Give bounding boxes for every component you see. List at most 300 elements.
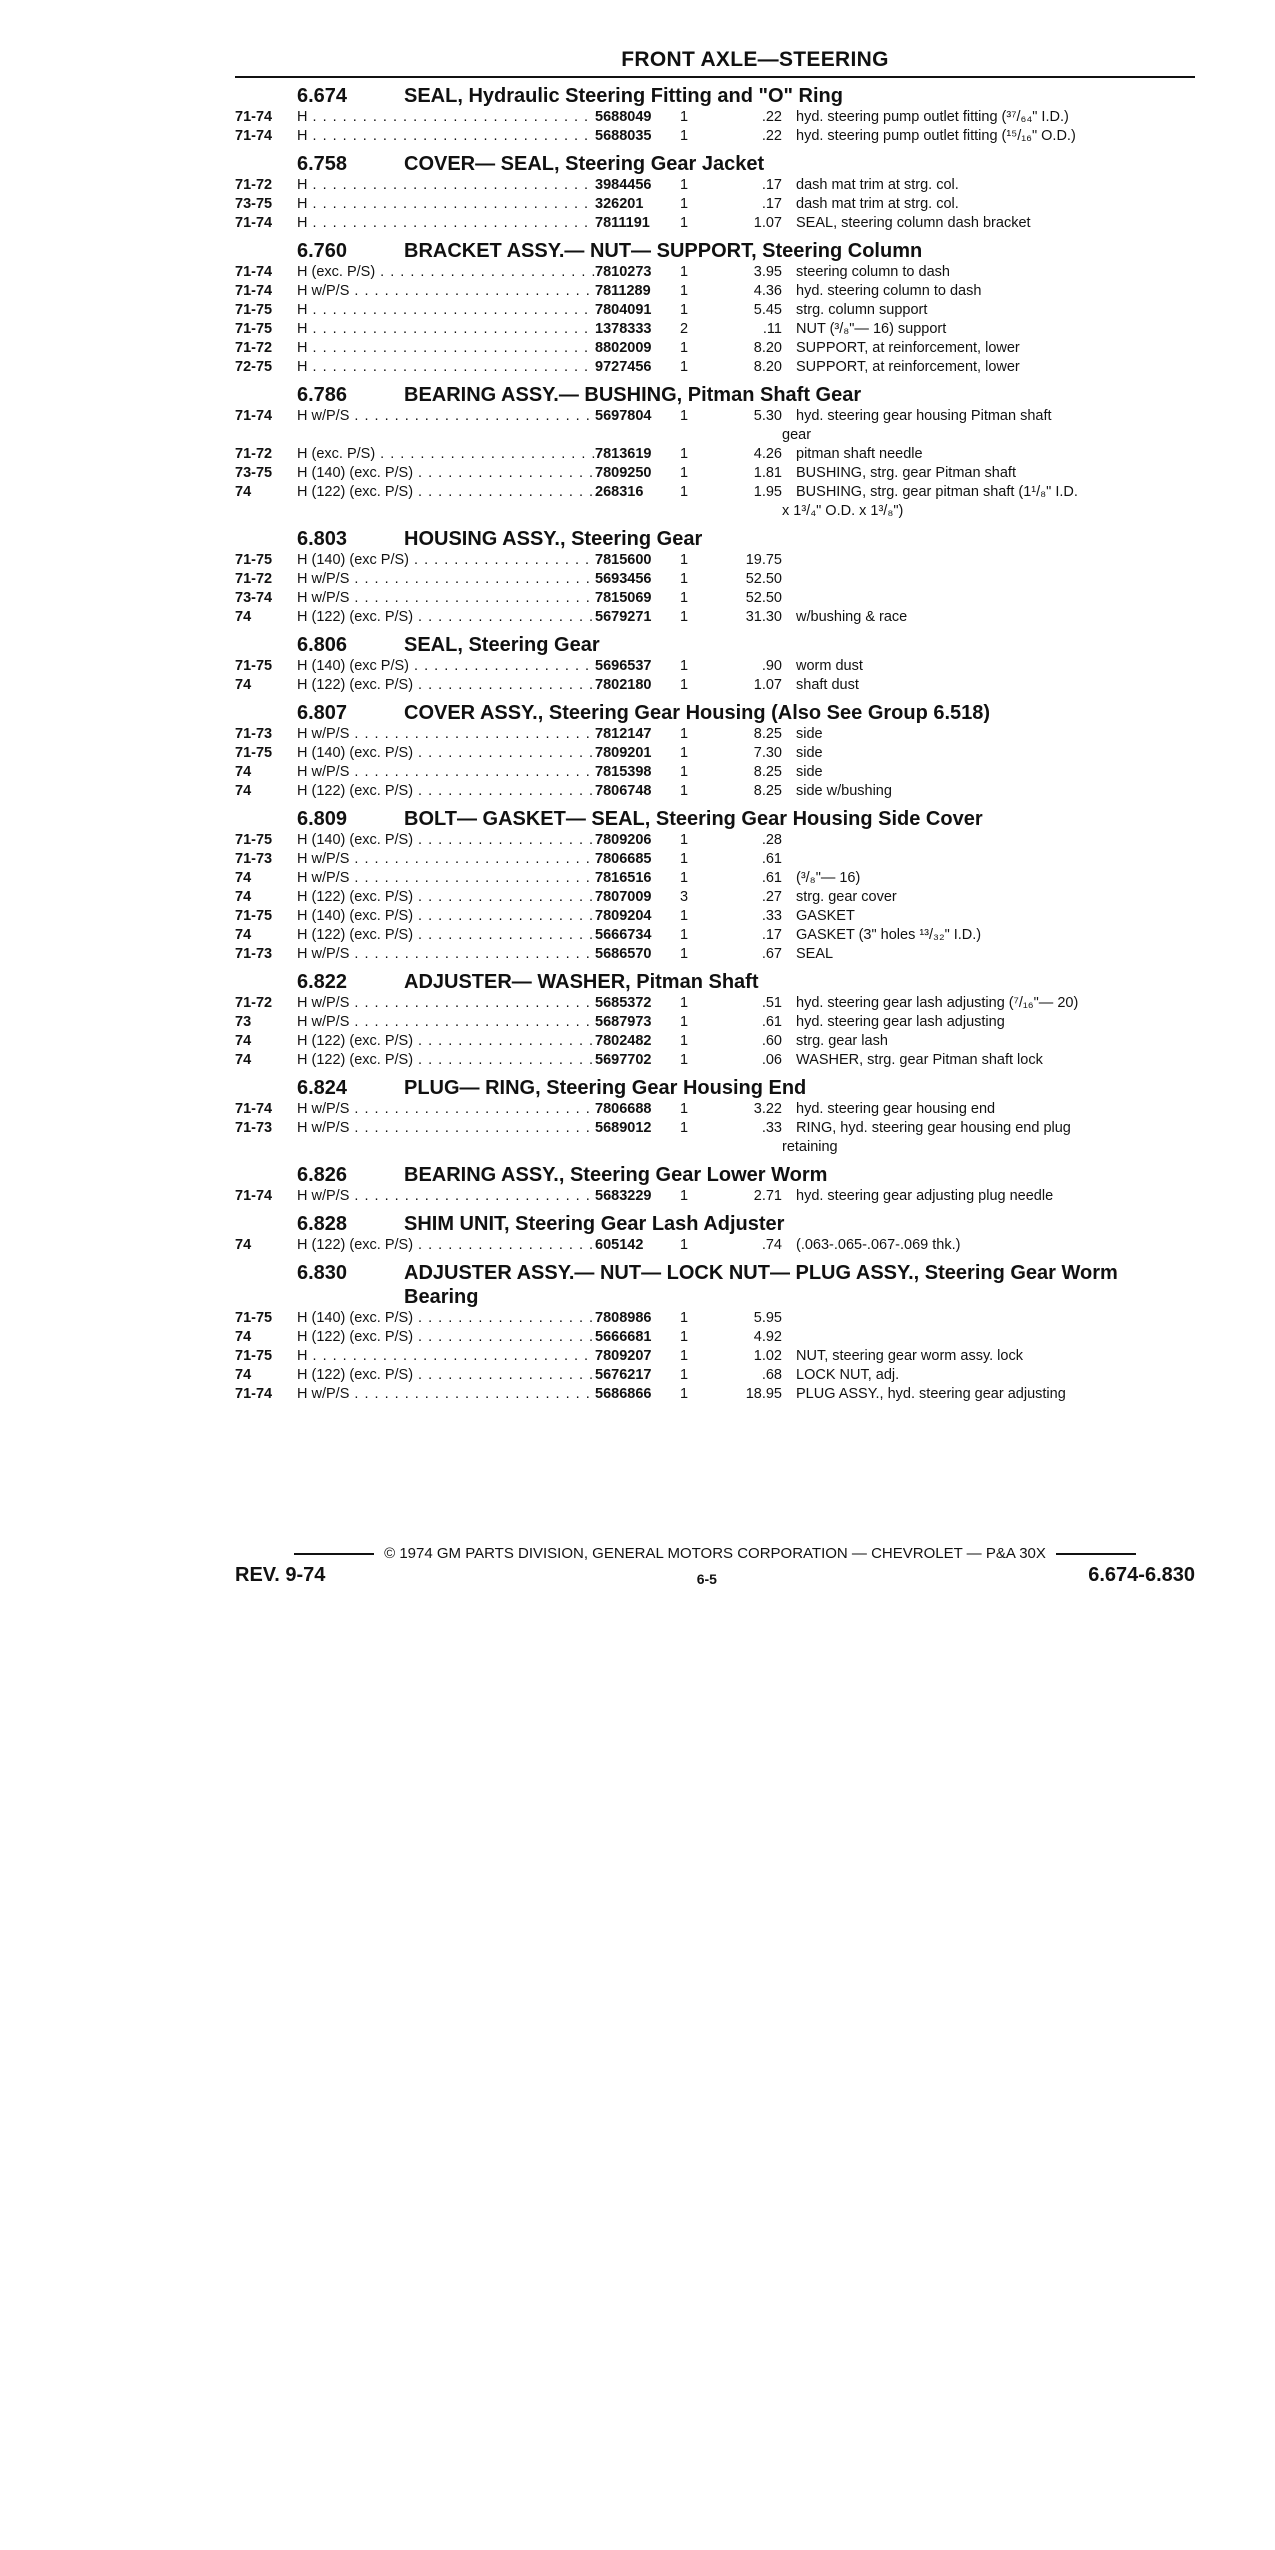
application: H . . . bbox=[297, 176, 595, 195]
description: (³/₈"— 16) bbox=[796, 870, 861, 886]
parts-group bbox=[235, 807, 1195, 964]
group-number: 6.760 bbox=[297, 240, 348, 262]
group-name: BOLT— GASKET— SEAL, Steering Gear Housing Side Cover bbox=[404, 808, 983, 830]
quantity: 1 bbox=[680, 484, 689, 500]
part-number: 7809204 bbox=[595, 908, 652, 924]
quantity: 1 bbox=[680, 1348, 689, 1364]
part-number: 5685372 bbox=[595, 995, 652, 1011]
group-name: COVER— SEAL, Steering Gear Jacket bbox=[404, 153, 765, 175]
group-name: PLUG— RING, Steering Gear Housing End bbox=[404, 1077, 807, 1099]
part-row bbox=[235, 445, 1195, 464]
quantity: 1 bbox=[680, 1014, 689, 1030]
group-name: BRACKET ASSY.— NUT— SUPPORT, Steering Column bbox=[404, 240, 923, 262]
quantity: 1 bbox=[680, 590, 689, 606]
part-row bbox=[235, 282, 1195, 301]
group-title bbox=[235, 1163, 1195, 1187]
group-number: 6.828 bbox=[297, 1213, 348, 1235]
price: .61 bbox=[761, 870, 782, 886]
parts-group bbox=[235, 970, 1195, 1070]
model-years: 71-73 bbox=[235, 726, 273, 742]
model-years: 73-74 bbox=[235, 590, 273, 606]
part-row bbox=[235, 195, 1195, 214]
price: 1.07 bbox=[753, 677, 782, 693]
application: H (140) (exc. P/S) . . . bbox=[297, 464, 595, 483]
application: H . . . bbox=[297, 1347, 595, 1366]
quantity: 1 bbox=[680, 552, 689, 568]
model-years: 72-75 bbox=[235, 359, 273, 375]
parts-group bbox=[235, 1261, 1195, 1404]
part-number: 5693456 bbox=[595, 571, 652, 587]
quantity: 1 bbox=[680, 359, 689, 375]
model-years: 74 bbox=[235, 484, 252, 500]
part-row bbox=[235, 176, 1195, 195]
price: 5.95 bbox=[753, 1310, 782, 1326]
quantity: 1 bbox=[680, 658, 689, 674]
model-years: 74 bbox=[235, 1329, 252, 1345]
part-row bbox=[235, 888, 1195, 907]
part-number: 7804091 bbox=[595, 302, 652, 318]
part-number: 5688049 bbox=[595, 109, 652, 125]
model-years: 71-74 bbox=[235, 1386, 273, 1402]
revision-label: REV. 9-74 bbox=[235, 1564, 326, 1586]
description bbox=[796, 570, 1195, 589]
application: H (140) (exc. P/S) . . . bbox=[297, 1309, 595, 1328]
application: H w/P/S . . . bbox=[297, 570, 595, 589]
group-title bbox=[235, 1261, 1195, 1309]
part-number: 7808986 bbox=[595, 1310, 652, 1326]
application: H w/P/S . . . bbox=[297, 1100, 595, 1119]
application: H w/P/S . . . bbox=[297, 1119, 595, 1138]
quantity: 1 bbox=[680, 1237, 689, 1253]
application: H (122) (exc. P/S) . . . bbox=[297, 782, 595, 801]
part-number: 268316 bbox=[595, 484, 644, 500]
part-number: 5697804 bbox=[595, 408, 652, 424]
price: 4.26 bbox=[753, 446, 782, 462]
parts-group bbox=[235, 1163, 1195, 1206]
model-years: 71-72 bbox=[235, 177, 273, 193]
application: H w/P/S . . . bbox=[297, 1187, 595, 1206]
price: 1.07 bbox=[753, 215, 782, 231]
description bbox=[796, 589, 1195, 608]
quantity: 1 bbox=[680, 177, 689, 193]
model-years: 71-73 bbox=[235, 946, 273, 962]
part-number: 5696537 bbox=[595, 658, 652, 674]
part-row bbox=[235, 869, 1195, 888]
part-row bbox=[235, 725, 1195, 744]
description: dash mat trim at strg. col. bbox=[796, 196, 959, 212]
price: 8.25 bbox=[753, 783, 782, 799]
part-row bbox=[235, 358, 1195, 377]
part-row bbox=[235, 926, 1195, 945]
model-years: 71-74 bbox=[235, 264, 273, 280]
application: H . . . bbox=[297, 301, 595, 320]
application: H (122) (exc. P/S) . . . bbox=[297, 1032, 595, 1051]
part-number: 7806748 bbox=[595, 783, 652, 799]
model-years: 74 bbox=[235, 609, 252, 625]
quantity: 1 bbox=[680, 1120, 689, 1136]
price: .17 bbox=[761, 196, 782, 212]
part-row bbox=[235, 657, 1195, 676]
part-row bbox=[235, 907, 1195, 926]
description-continued: gear bbox=[782, 427, 812, 443]
part-number: 5686570 bbox=[595, 946, 652, 962]
part-row bbox=[235, 744, 1195, 763]
quantity: 1 bbox=[680, 783, 689, 799]
price: .67 bbox=[761, 946, 782, 962]
part-number: 5688035 bbox=[595, 128, 652, 144]
part-number: 1378333 bbox=[595, 321, 652, 337]
model-years: 71-75 bbox=[235, 1348, 273, 1364]
part-number: 7802180 bbox=[595, 677, 652, 693]
model-years: 71-75 bbox=[235, 321, 273, 337]
model-years: 71-72 bbox=[235, 446, 273, 462]
description: strg. gear cover bbox=[796, 889, 897, 905]
application: H (122) (exc. P/S) . . . bbox=[297, 483, 595, 502]
model-years: 71-74 bbox=[235, 128, 273, 144]
group-title bbox=[235, 527, 1195, 551]
group-title bbox=[235, 701, 1195, 725]
quantity: 1 bbox=[680, 302, 689, 318]
description: GASKET (3" holes ¹³/₃₂" I.D.) bbox=[796, 927, 982, 943]
header-rule bbox=[235, 76, 1195, 78]
price: 4.92 bbox=[753, 1329, 782, 1345]
quantity: 1 bbox=[680, 764, 689, 780]
part-row bbox=[235, 850, 1195, 869]
parts-group bbox=[235, 527, 1195, 627]
part-row bbox=[235, 407, 1195, 426]
part-number: 5689012 bbox=[595, 1120, 652, 1136]
part-number: 7802482 bbox=[595, 1033, 652, 1049]
application: H (exc. P/S) . . . bbox=[297, 445, 595, 464]
application: H w/P/S . . . bbox=[297, 282, 595, 301]
model-years: 74 bbox=[235, 1237, 252, 1253]
application: H (122) (exc. P/S) . . . bbox=[297, 1328, 595, 1347]
price: 18.95 bbox=[745, 1386, 782, 1402]
footer-bottom bbox=[235, 1564, 1195, 1587]
part-row bbox=[235, 464, 1195, 483]
description: hyd. steering column to dash bbox=[796, 283, 982, 299]
part-row bbox=[235, 127, 1195, 146]
application: H (122) (exc. P/S) . . . bbox=[297, 608, 595, 627]
group-name: COVER ASSY., Steering Gear Housing (Also See Group 6.518) bbox=[404, 702, 991, 724]
part-row bbox=[235, 1328, 1195, 1347]
part-number: 5686866 bbox=[595, 1386, 652, 1402]
group-number: 6.806 bbox=[297, 634, 348, 656]
group-title bbox=[235, 633, 1195, 657]
price: 5.30 bbox=[753, 408, 782, 424]
description bbox=[796, 551, 1195, 570]
price: 4.36 bbox=[753, 283, 782, 299]
model-years: 71-74 bbox=[235, 1188, 273, 1204]
part-row bbox=[235, 551, 1195, 570]
description: WASHER, strg. gear Pitman shaft lock bbox=[796, 1052, 1043, 1068]
application: H (exc. P/S) . . . bbox=[297, 263, 595, 282]
quantity: 1 bbox=[680, 908, 689, 924]
model-years: 74 bbox=[235, 1367, 252, 1383]
model-years: 74 bbox=[235, 783, 252, 799]
part-row bbox=[235, 1013, 1195, 1032]
description: side bbox=[796, 764, 823, 780]
description: worm dust bbox=[796, 658, 863, 674]
part-number: 5687973 bbox=[595, 1014, 652, 1030]
model-years: 74 bbox=[235, 764, 252, 780]
model-years: 74 bbox=[235, 1052, 252, 1068]
part-number: 7815069 bbox=[595, 590, 652, 606]
application: H w/P/S . . . bbox=[297, 869, 595, 888]
part-number: 5679271 bbox=[595, 609, 652, 625]
group-title bbox=[235, 84, 1195, 108]
application: H (122) (exc. P/S) . . . bbox=[297, 676, 595, 695]
model-years: 71-72 bbox=[235, 571, 273, 587]
part-row bbox=[235, 1100, 1195, 1119]
part-number: 3984456 bbox=[595, 177, 652, 193]
group-number: 6.803 bbox=[297, 528, 348, 550]
price: .17 bbox=[761, 927, 782, 943]
model-years: 71-75 bbox=[235, 908, 273, 924]
part-row bbox=[235, 1187, 1195, 1206]
parts-catalog-page bbox=[235, 48, 1195, 1404]
parts-group bbox=[235, 239, 1195, 377]
model-years: 71-75 bbox=[235, 552, 273, 568]
group-title bbox=[235, 152, 1195, 176]
price: .61 bbox=[761, 1014, 782, 1030]
application: H . . . bbox=[297, 339, 595, 358]
application: H (122) (exc. P/S) . . . bbox=[297, 1366, 595, 1385]
group-title bbox=[235, 807, 1195, 831]
model-years: 71-75 bbox=[235, 1310, 273, 1326]
part-number: 8802009 bbox=[595, 340, 652, 356]
price: .60 bbox=[761, 1033, 782, 1049]
quantity: 1 bbox=[680, 1310, 689, 1326]
price: .33 bbox=[761, 1120, 782, 1136]
application: H (140) (exc. P/S) . . . bbox=[297, 831, 595, 850]
application: H w/P/S . . . bbox=[297, 945, 595, 964]
part-row bbox=[235, 831, 1195, 850]
quantity: 2 bbox=[680, 321, 689, 337]
price: 8.25 bbox=[753, 726, 782, 742]
part-row bbox=[235, 1051, 1195, 1070]
model-years: 71-72 bbox=[235, 995, 273, 1011]
description: (.063-.065-.067-.069 thk.) bbox=[796, 1237, 961, 1253]
quantity: 1 bbox=[680, 408, 689, 424]
group-number: 6.786 bbox=[297, 384, 348, 406]
application: H w/P/S . . . bbox=[297, 1013, 595, 1032]
quantity: 1 bbox=[680, 870, 689, 886]
description: SEAL bbox=[796, 946, 834, 962]
price: .17 bbox=[761, 177, 782, 193]
model-years: 71-74 bbox=[235, 1101, 273, 1117]
part-number: 7806685 bbox=[595, 851, 652, 867]
group-name: SEAL, Steering Gear bbox=[404, 634, 600, 656]
quantity: 1 bbox=[680, 609, 689, 625]
part-row bbox=[235, 570, 1195, 589]
application: H . . . bbox=[297, 127, 595, 146]
group-name: SEAL, Hydraulic Steering Fitting and "O" Ring bbox=[404, 85, 843, 107]
group-name: ADJUSTER ASSY.— NUT— LOCK NUT— PLUG ASSY., Steering Gear Worm Bearing bbox=[404, 1262, 1118, 1308]
application: H (140) (exc. P/S) . . . bbox=[297, 744, 595, 763]
part-row bbox=[235, 763, 1195, 782]
description: shaft dust bbox=[796, 677, 859, 693]
part-row bbox=[235, 214, 1195, 233]
price: 8.25 bbox=[753, 764, 782, 780]
description: w/bushing & race bbox=[796, 609, 908, 625]
quantity: 1 bbox=[680, 571, 689, 587]
description: hyd. steering pump outlet fitting (³⁷/₆₄" I.D.) bbox=[796, 109, 1069, 125]
part-number: 7812147 bbox=[595, 726, 652, 742]
model-years: 73-75 bbox=[235, 196, 273, 212]
part-row bbox=[235, 263, 1195, 282]
group-name: HOUSING ASSY., Steering Gear bbox=[404, 528, 703, 550]
price: .33 bbox=[761, 908, 782, 924]
description: strg. column support bbox=[796, 302, 928, 318]
quantity: 1 bbox=[680, 128, 689, 144]
price: 5.45 bbox=[753, 302, 782, 318]
part-row bbox=[235, 782, 1195, 801]
part-row bbox=[235, 1347, 1195, 1366]
application: H (122) (exc. P/S) . . . bbox=[297, 1051, 595, 1070]
description: LOCK NUT, adj. bbox=[796, 1367, 900, 1383]
part-row bbox=[235, 320, 1195, 339]
application: H (140) (exc P/S) . . . bbox=[297, 551, 595, 570]
part-number: 9727456 bbox=[595, 359, 652, 375]
group-number: 6.822 bbox=[297, 971, 348, 993]
quantity: 1 bbox=[680, 1101, 689, 1117]
price: .11 bbox=[762, 321, 782, 337]
quantity: 1 bbox=[680, 1386, 689, 1402]
part-row bbox=[235, 301, 1195, 320]
price: 8.20 bbox=[753, 340, 782, 356]
price: 1.02 bbox=[753, 1348, 782, 1364]
application: H . . . bbox=[297, 108, 595, 127]
parts-group bbox=[235, 84, 1195, 146]
model-years: 74 bbox=[235, 870, 252, 886]
description-continued: retaining bbox=[782, 1139, 838, 1155]
group-name: BEARING ASSY.— BUSHING, Pitman Shaft Gear bbox=[404, 384, 862, 406]
description: hyd. steering gear lash adjusting (⁷/₁₆"— 20) bbox=[796, 995, 1079, 1011]
price: 2.71 bbox=[753, 1188, 782, 1204]
quantity: 1 bbox=[680, 109, 689, 125]
part-number: 7813619 bbox=[595, 446, 652, 462]
application: H w/P/S . . . bbox=[297, 589, 595, 608]
application: H w/P/S . . . bbox=[297, 407, 595, 426]
description: NUT, steering gear worm assy. lock bbox=[796, 1348, 1023, 1364]
quantity: 1 bbox=[680, 946, 689, 962]
description: NUT (³/₈"— 16) support bbox=[796, 321, 947, 337]
price: .06 bbox=[761, 1052, 782, 1068]
group-title bbox=[235, 970, 1195, 994]
price: .74 bbox=[761, 1237, 782, 1253]
model-years: 71-74 bbox=[235, 408, 273, 424]
application: H w/P/S . . . bbox=[297, 725, 595, 744]
quantity: 1 bbox=[680, 832, 689, 848]
model-years: 74 bbox=[235, 1033, 252, 1049]
quantity: 1 bbox=[680, 446, 689, 462]
application: H w/P/S . . . bbox=[297, 994, 595, 1013]
model-years: 73 bbox=[235, 1014, 252, 1030]
description: RING, hyd. steering gear housing end plug bbox=[796, 1120, 1071, 1136]
quantity: 1 bbox=[680, 726, 689, 742]
model-years: 71-75 bbox=[235, 658, 273, 674]
group-name: SHIM UNIT, Steering Gear Lash Adjuster bbox=[404, 1213, 785, 1235]
application: H . . . bbox=[297, 320, 595, 339]
part-number: 5697702 bbox=[595, 1052, 652, 1068]
part-row bbox=[235, 589, 1195, 608]
part-number: 7810273 bbox=[595, 264, 652, 280]
price: .90 bbox=[761, 658, 782, 674]
application: H w/P/S . . . bbox=[297, 763, 595, 782]
part-row bbox=[235, 1309, 1195, 1328]
page-footer bbox=[235, 1545, 1195, 1587]
model-years: 71-73 bbox=[235, 851, 273, 867]
parts-group bbox=[235, 633, 1195, 695]
price: .28 bbox=[761, 832, 782, 848]
part-number: 7809207 bbox=[595, 1348, 652, 1364]
parts-group bbox=[235, 1076, 1195, 1157]
model-years: 73-75 bbox=[235, 465, 273, 481]
price: .61 bbox=[761, 851, 782, 867]
part-number: 7809250 bbox=[595, 465, 652, 481]
quantity: 1 bbox=[680, 851, 689, 867]
description: hyd. steering gear adjusting plug needle bbox=[796, 1188, 1054, 1204]
part-number: 7809206 bbox=[595, 832, 652, 848]
description: hyd. steering gear lash adjusting bbox=[796, 1014, 1005, 1030]
application: H w/P/S . . . bbox=[297, 850, 595, 869]
quantity: 1 bbox=[680, 465, 689, 481]
quantity: 1 bbox=[680, 995, 689, 1011]
quantity: 1 bbox=[680, 264, 689, 280]
group-number: 6.674 bbox=[297, 85, 348, 107]
application: H . . . bbox=[297, 358, 595, 377]
group-title bbox=[235, 383, 1195, 407]
price: 1.81 bbox=[753, 465, 782, 481]
part-number: 7807009 bbox=[595, 889, 652, 905]
model-years: 71-75 bbox=[235, 745, 273, 761]
parts-group bbox=[235, 701, 1195, 801]
quantity: 1 bbox=[680, 1033, 689, 1049]
group-number: 6.809 bbox=[297, 808, 348, 830]
description: hyd. steering gear housing Pitman shaft bbox=[796, 408, 1052, 424]
description-continued: x 1³/₄" O.D. x 1³/₈") bbox=[782, 503, 904, 519]
price: .22 bbox=[761, 109, 782, 125]
parts-group bbox=[235, 1212, 1195, 1255]
group-number: 6.826 bbox=[297, 1164, 348, 1186]
description: GASKET bbox=[796, 908, 855, 924]
page-number: 6-5 bbox=[696, 1571, 717, 1587]
part-number: 7816516 bbox=[595, 870, 652, 886]
quantity: 1 bbox=[680, 215, 689, 231]
part-row bbox=[235, 608, 1195, 627]
description: pitman shaft needle bbox=[796, 446, 923, 462]
price: 1.95 bbox=[753, 484, 782, 500]
application: H (122) (exc. P/S) . . . bbox=[297, 1236, 595, 1255]
quantity: 1 bbox=[680, 1329, 689, 1345]
model-years: 71-74 bbox=[235, 109, 273, 125]
part-row bbox=[235, 108, 1195, 127]
quantity: 1 bbox=[680, 283, 689, 299]
quantity: 1 bbox=[680, 1367, 689, 1383]
part-row bbox=[235, 1366, 1195, 1385]
price: .51 bbox=[761, 995, 782, 1011]
parts-groups bbox=[235, 84, 1195, 1404]
description bbox=[796, 1309, 1195, 1328]
description: BUSHING, strg. gear Pitman shaft bbox=[796, 465, 1016, 481]
price: 31.30 bbox=[745, 609, 782, 625]
part-number: 7815600 bbox=[595, 552, 652, 568]
description: hyd. steering pump outlet fitting (¹⁵/₁₆" O.D.) bbox=[796, 128, 1076, 144]
price: 3.22 bbox=[753, 1101, 782, 1117]
quantity: 1 bbox=[680, 745, 689, 761]
quantity: 3 bbox=[680, 889, 689, 905]
